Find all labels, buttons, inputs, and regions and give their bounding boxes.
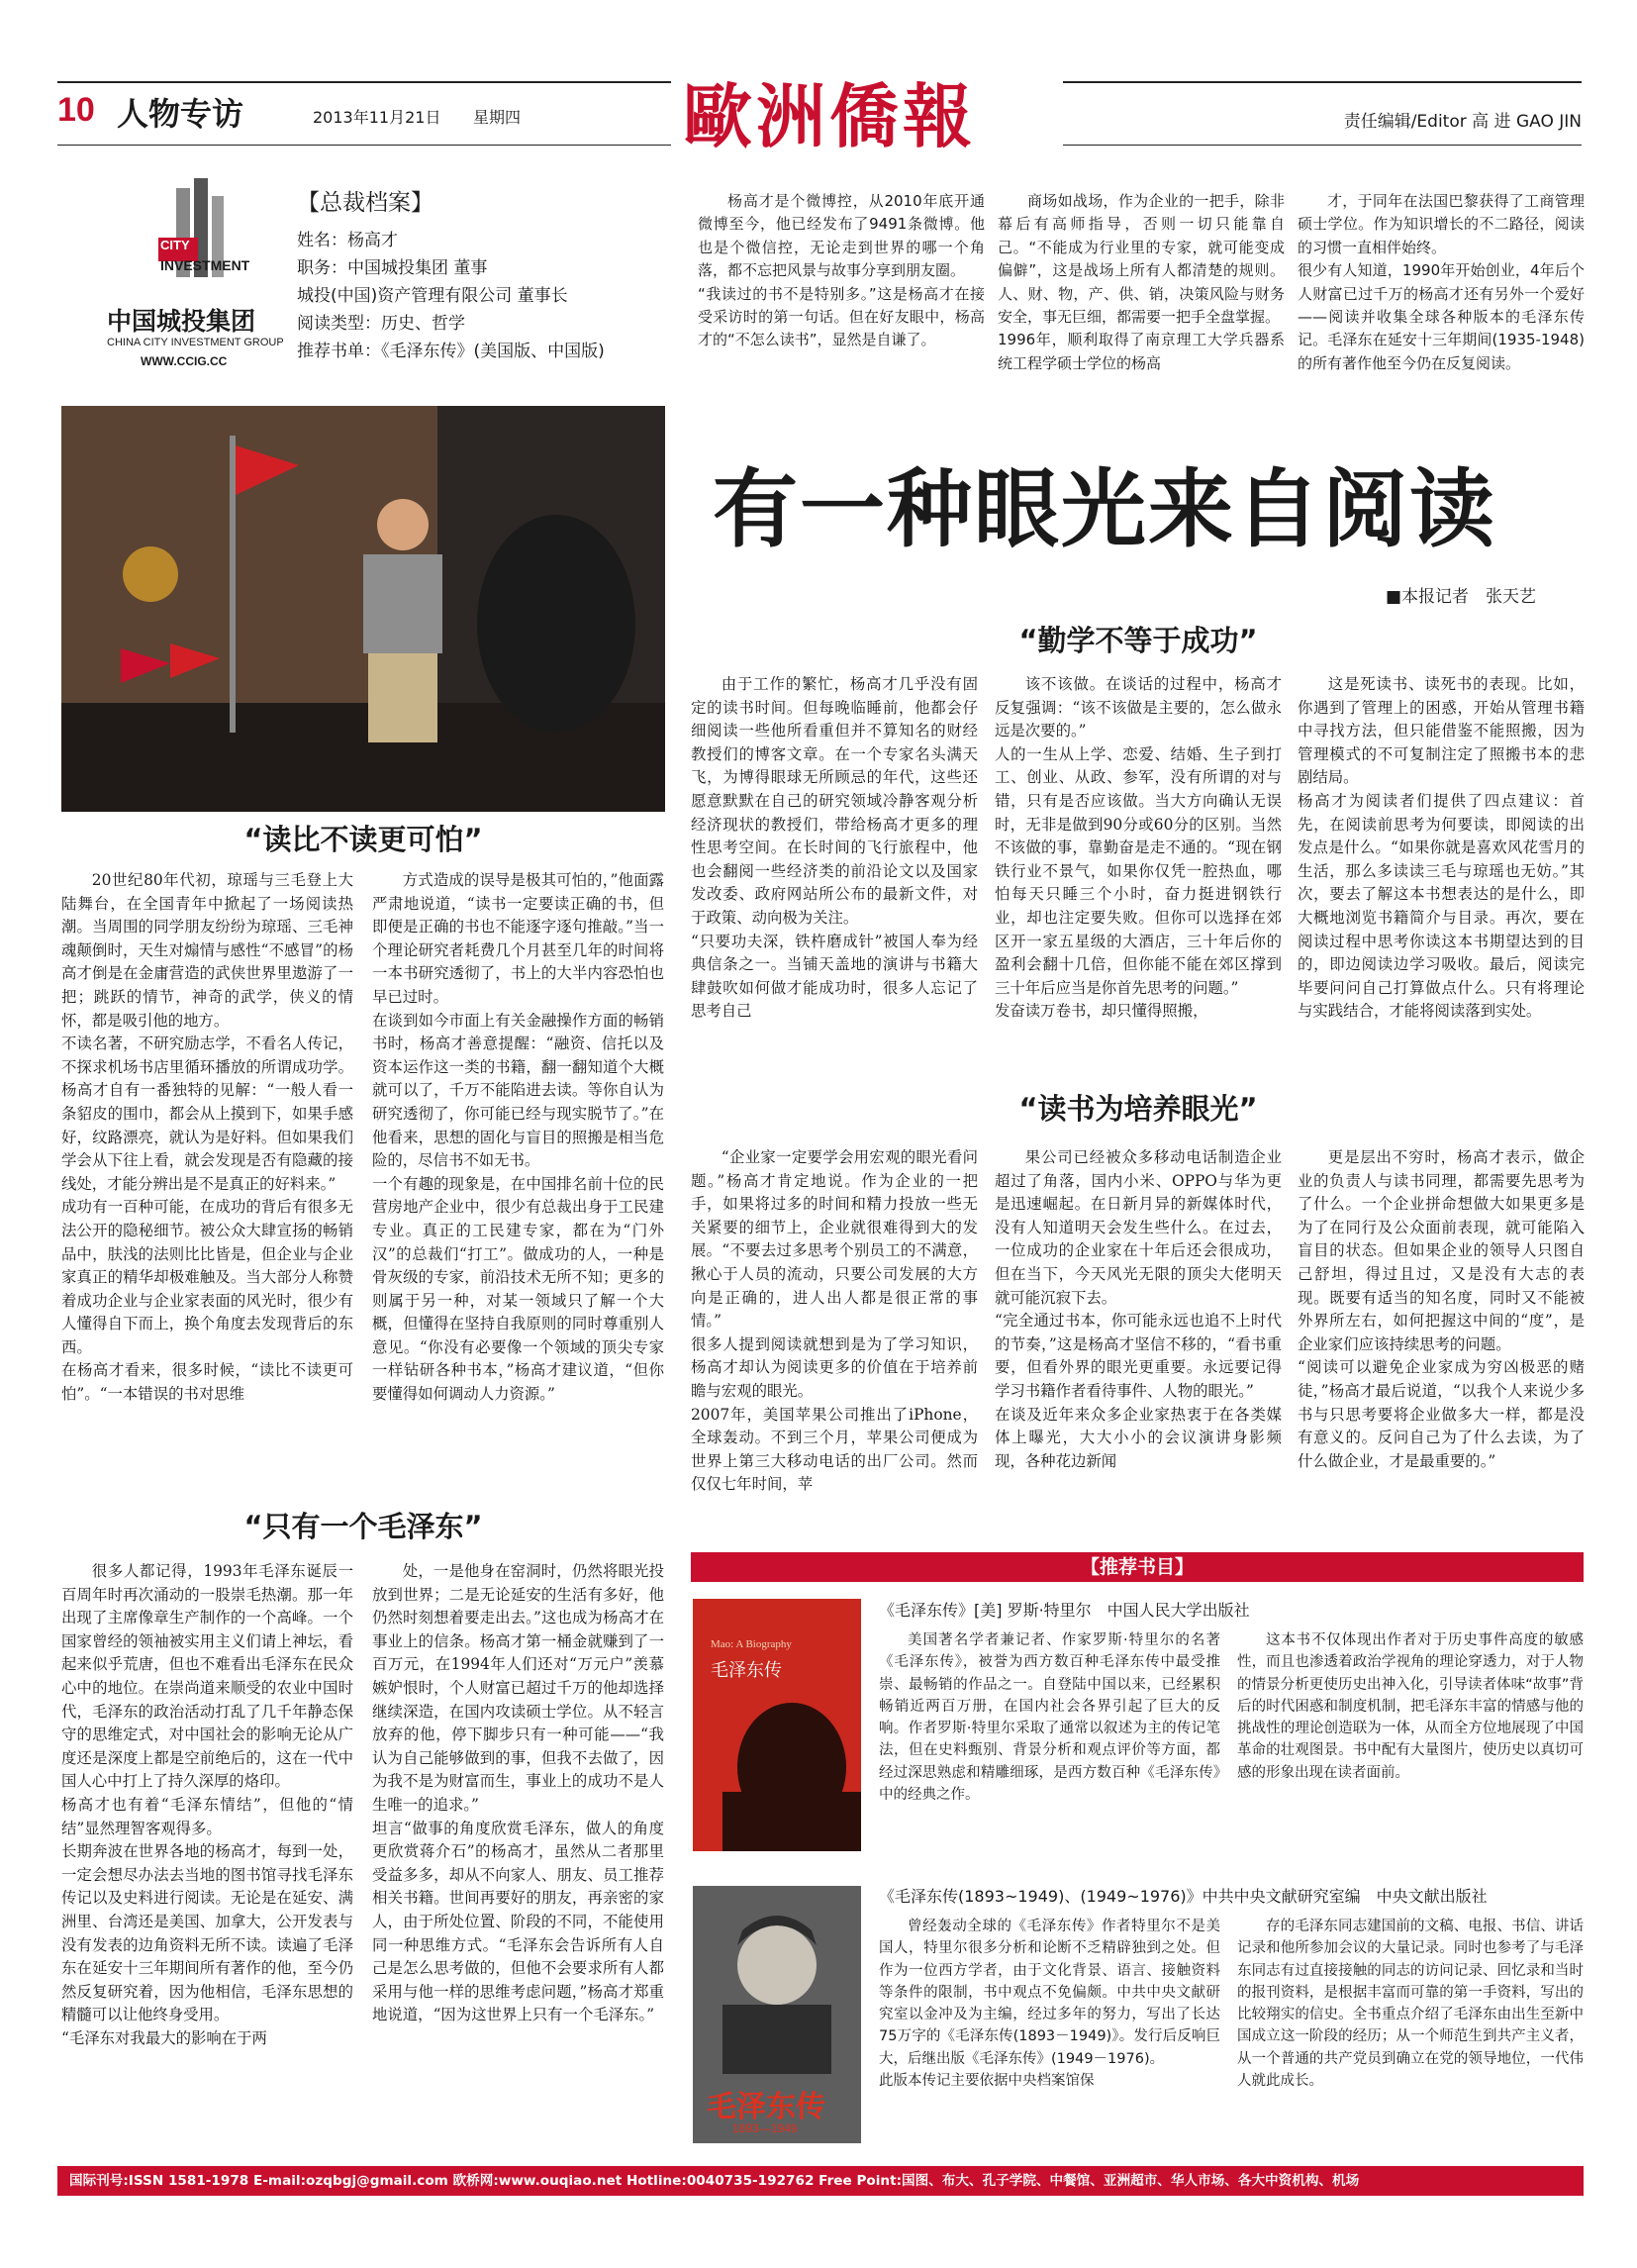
header — [57, 67, 1582, 157]
s2-column-2: 处，一是他身在窑洞时，仍然将眼光投放到世界；二是无论延安的生活有多好，他仍然时刻想着要走出去。”这也成为杨高才在事业上的信条。杨高才第一桶金就赚到了一百万元，在1994年人们还对“万元户”羡慕嫉妒恨时，个人财富已超过千万的他却选择继续深造，在国内攻读硕士学位。从不轻言放弃的他，停下脚步只有一种可能——“我认为自己能够做到的事，但我不去做了，因为我不是为财富而生，事业上的成功不是人生唯一的追求。” 坦言“做事的角度欣赏毛泽东，做人的角度更欣赏蒋介石”的杨高才，虽然从二者那里受益多多，却从不向家人、朋友、员工推荐相关书籍。世间再要好的朋友，再亲密的家人，由于所处位置、阶段的不同，不能使用同一种思维方式。“毛泽东会告诉所有人自己是怎么思考做的，但他不会要求所有人都采用与他一样的思维考虑问题，”杨高才郑重地说道，“因为这世界上只有一个毛泽东。” — [372, 1562, 664, 2024]
logo-cn-name: 中国城投集团 — [107, 307, 256, 336]
s3-column-1: 由于工作的繁忙，杨高才几乎没有固定的读书时间。但每晚临睡前，他都会仔细阅读一些他所看重但并不算知名的财经教授们的博客文章。在一个专家名头满天飞，为博得眼球无所顾忌的年代，这些还愿意默默在自己的研究领域冷静客观分析经济现状的教授们，带给杨高才更多的理性思考空间。在长时间的飞行旅程中，他也会翻阅一些经济类的前沿论文以及国家发改委、政府网站所公布的最新文件，对于政策、动向极为关注。 “只要功夫深，铁杵磨成针”被国人奉为经典信条之一。当铺天盖地的演讲与书籍大肆鼓吹如何做才能成功时，很多人忘记了思考自己 — [691, 675, 978, 1021]
book1-cover-en: Mao: A Biography — [711, 1638, 792, 1650]
subhead-vision: “读书为培养眼光” — [1018, 1092, 1258, 1126]
subhead-reading-fear: “读比不读更可怕” — [243, 823, 483, 856]
s2-column-1: 很多人都记得，1993年毛泽东诞辰一百周年时再次涌动的一股崇毛热潮。那一年出现了主席像章生产制作的一个高峰。一个国家曾经的领袖被实用主义们请上神坛，看起来似乎荒唐，但也不难看出毛泽东在民众心中的地位。在崇尚道来顺受的农业中国时代，毛泽东的政治活动打乱了几千年静态保守的思维定式，对中国社会的影响无论从广度还是深度上都是空前绝后的，这在一代中国人心中打上了持久深厚的烙印。 杨高才也有着“毛泽东情结”，但他的“情结”显然理智客观得多。 长期奔波在世界各地的杨高才，每到一处，一定会想尽办法去当地的图书馆寻找毛泽东传记以及史料进行阅读。无论是在延安、满洲里、台湾还是美国、加拿大，公开发表与没有发表的边角资料无所不读。读遍了毛泽东在延安十三年期间所有著作的他，至今仍然反复研究着，因为他相信，毛泽东思想的精髓可以让他终身受用。 “毛泽东对我最大的影响在于两 — [61, 1562, 353, 2047]
logo-word-city: CITY — [160, 238, 190, 252]
portrait-photo — [61, 406, 665, 812]
book2-title: 《毛泽东传(1893~1949)、(1949~1976)》中共中央文献研究室编 中央文献出版社 — [879, 1887, 1488, 1906]
book1-title: 《毛泽东传》[美] 罗斯·特里尔 中国人民大学出版社 — [879, 1601, 1250, 1620]
profile-title: 职务：中国城投集团 董事 — [297, 258, 488, 278]
profile-box — [297, 184, 673, 365]
s3-column-3: 这是死读书、读死书的表现。比如，你遇到了管理上的困惑，开始从管理书籍中寻找方法，但只能借鉴不能照搬，因为管理模式的不可复制注定了照搬书本的悲剧结局。 杨高才为阅读者们提供了四点建议：首先，在阅读前思考为何要读，即阅读的出发点是什么。“如果你就是喜欢风花雪月的生活，那么多读读三毛与琼瑶也无妨。”其次，要去了解这本书想表达的是什么，即大概地浏览书籍简介与目录。再次，要在阅读过程中思考你读这本书期望达到的目的，即边阅读边学习吸收。最后，阅读完毕要问问自己打算做点什么。只有将理论与实践结合，才能将阅读落到实处。 — [1298, 675, 1585, 1021]
profile-name: 姓名：杨高才 — [297, 231, 398, 250]
company-logo — [107, 178, 295, 386]
intro-column-3: 才，于同年在法国巴黎获得了工商管理硕士学位。作为知识增长的不二路径，阅读的习惯一直相伴始终。 很少有人知道，1990年开始创业，4年后个人财富已过千万的杨高才还有另外一个爱好——阅读并收集全球各种版本的毛泽东传记。毛泽东在延安十三年期间(1935-1948)的所有著作他至今仍在反复阅读。 — [1298, 192, 1585, 372]
logo-en-name: CHINA CITY INVESTMENT GROUP — [107, 337, 284, 348]
book1-cover — [693, 1599, 861, 1851]
headline: 有一种眼光来自阅读 — [713, 460, 1496, 559]
section-title: 人物专访 — [117, 95, 244, 133]
intro-column-2: 商场如战场，作为企业的一把手，除非幕后有高师指导，否则一切只能靠自己。“不能成为行业里的专家，就可能变成偏僻”，这是战场上所有人都清楚的规则。人、财、物，产、供、销，决策风险与财务安全，事无巨细，都需要一把手全盘掌握。 1996年，顺利取得了南京理工大学兵器系统工程学硕士学位的杨高 — [998, 192, 1285, 372]
subhead-diligence: “勤学不等于成功” — [1018, 624, 1258, 657]
mao-silhouette-icon — [693, 1599, 861, 1851]
logo-url: WWW.CCIG.CC — [141, 354, 228, 368]
profile-title2: 城投(中国)资产管理有限公司 董事长 — [297, 286, 568, 306]
s3-column-2: 该不该做。在谈话的过程中，杨高才反复强调：“该不该做是主要的，怎么做永远是次要的。” 人的一生从上学、恋爱、结婚、生子到打工、创业、从政、参军，没有所谓的对与错，只有是否应该做。当大方向确认无误时，无非是做到90分或60分的区别。当然不该做的事，靠勤奋是走不通的。“现在钢铁行业不景气，如果你仅凭一腔热血，哪怕每天只睡三个小时，奋力挺进钢铁行业，却也注定要失败。但你可以选择在郊区开一家五星级的大酒店，三十年后你的盈利会翻十几倍，但你能不能在郊区撑到三十年后应当是你首先思考的问题。” 发奋读万卷书，却只懂得照搬， — [995, 675, 1282, 1021]
book1-desc-1: 美国著名学者兼记者、作家罗斯·特里尔的名著《毛泽东传》，被誉为西方数百种毛泽东传中最受推崇、最畅销的作品之一。自登陆中国以来，已经累积畅销近两百万册，在国内社会各界引起了巨大的反响。作者罗斯·特里尔采取了通常以叙述为主的传记笔法，但在史料甄别、背景分析和观点评价等方面，都经过深思熟虑和精雕细琢，是西方数百种《毛泽东传》中的经典之作。 — [879, 1632, 1220, 1804]
page-number: 10 — [57, 91, 95, 129]
intro-column-1: 杨高才是个微博控，从2010年底开通微博至今，他已经发布了9491条微博。他也是个微信控，无论走到世界的哪一个角落，都不忘把风景与故事分享到朋友圈。 “我读过的书不是特别多。”这是杨高才在接受采访时的第一句话。但在好友眼中，杨高才的“不怎么读书”，显然是自谦了。 — [698, 192, 985, 349]
recommend-bar — [691, 1552, 1584, 1582]
s4-column-3: 更是层出不穷时，杨高才表示，做企业的负责人与读书同理，都需要先思考为了什么。一个企业拼命想做大如果更多是为了在同行及公众面前表现，就可能陷入盲目的状态。但如果企业的领导人只图自己舒坦，得过且过，又是没有大志的表现。既要有适当的知名度，同时又不能被外界所左右，如何把握这中间的“度”，是企业家们应该持续思考的问题。 “阅读可以避免企业家成为穷凶极恶的赌徒，”杨高才最后说道，“以我个人来说少多书与只思考要将企业做多大一样，都是没有意义的。反问自己为了什么去读，为了什么做企业，才是最重要的。” — [1298, 1148, 1585, 1470]
book2-cover-cn: 毛泽东传 — [707, 2090, 825, 2124]
s1-column-1: 20世纪80年代初，琼瑶与三毛登上大陆舞台，在全国青年中掀起了一场阅读热潮。当周围的同学朋友纷纷为琼瑶、三毛神魂颠倒时，天生对煽情与感性“不感冒”的杨高才倒是在金庸营造的武侠世界里遨游了一把；跳跃的情节，神奇的武学，侠义的情怀，都是吸引他的地方。 不读名著，不研究励志学，不看名人传记，不探求机场书店里循环播放的所谓成功学。杨高才自有一番独特的见解：“一般人看一条貂皮的围巾，都会从上摸到下，如果手感好，纹路漂亮，就认为是好料。但如果我们学会从下往上看，就会发现是否有隐藏的接线处，才能分辨出是不是真正的好料来。” 成功有一百种可能，在成功的背后有很多无法公开的隐秘细节。被公众大肆宣扬的畅销品中，肤浅的法则比比皆是，但企业与企业家真正的精华却极难触及。当大部分人称赞着成功企业与企业家表面的风光时，很少有人懂得自下而上，换个角度去发现背后的东西。 在杨高才看来，很多时候，“读比不读更可怕”。“一本错误的书对思维 — [61, 871, 353, 1404]
s1-column-2: 方式造成的误导是极其可怕的，”他面露严肃地说道，“读书一定要读正确的书，但即便是正确的书也不能逐字逐句推敲。”当一个理论研究者耗费几个月甚至几年的时间将一本书研究透彻了，书上的大半内容恐怕也早已过时。 在谈到如今市面上有关金融操作方面的畅销书时，杨高才善意提醒：“融资、信托以及资本运作这一类的书籍，翻一翻知道个大概就可以了，千万不能陷进去读。等你自认为研究透彻了，你可能已经与现实脱节了。”在他看来，思想的固化与盲目的照搬是相当危险的，尽信书不如无书。 一个有趣的现象是，在中国排名前十位的民营房地产企业中，很少有总裁出身于工民建专业。真正的工民建专家，都在为“门外汉”的总裁们“打工”。做成功的人，一种是骨灰级的专家，前沿技术无所不知；更多的则属于另一种，对某一领域只了解一个大概，但懂得在坚持自我原则的同时尊重别人意见。“你没有必要像一个领域的顶尖专家一样钻研各种书本，”杨高才建议道，“但你要懂得如何调动人力资源。” — [372, 871, 664, 1404]
profile-reading-type: 阅读类型：历史、哲学 — [297, 314, 465, 334]
profile-books: 推荐书单：《毛泽东传》(美国版、中国版) — [297, 342, 605, 361]
book2-cover — [693, 1886, 861, 2143]
city-investment-logo-icon — [107, 178, 295, 297]
book2-cover-years: 1893—1949 — [732, 2121, 798, 2135]
book1-desc-2: 这本书不仅体现出作者对于历史事件高度的敏感性，而且也渗透着政治学视角的理论穿透力，对于人物的情景分析更使历史出神入化，引导读者体味“故事”背后的时代困惑和制度机制，把毛泽东丰富的情感与他的挑战性的理论创造联为一体，从而全方位地展现了中国革命的壮观图景。书中配有大量图片，使历史以真切可感的形象出现在读者面前。 — [1237, 1632, 1584, 1781]
s4-column-1: “企业家一定要学会用宏观的眼光看问题。”杨高才肯定地说。作为企业的一把手，如果将过多的时间和精力投放一些无关紧要的细节上，企业就很难得到大的发展。“不要去过多思考个别员工的不满意，揪心于人员的流动，只要公司发展的大方向是正确的，进人出人都是很正常的事情。” 很多人提到阅读就想到是为了学习知识，杨高才却认为阅读更多的价值在于培养前瞻与宏观的眼光。 2007年，美国苹果公司推出了iPhone，全球轰动。不到三个月，苹果公司便成为世界上第三大移动电话的出厂公司。然而仅仅七年时间，苹 — [691, 1148, 978, 1494]
profile-box-title: 【总裁档案】 — [297, 190, 433, 216]
subhead-only-one-mao: “只有一个毛泽东” — [243, 1510, 483, 1543]
book1-cover-cn: 毛泽东传 — [711, 1660, 782, 1681]
book2-desc-1: 曾经轰动全球的《毛泽东传》作者特里尔不是美国人，特里尔很多分析和论断不乏精辟独到之处。但作为一位西方学者，由于文化背景、语言、接触资料等条件的限制，书中观点不免偏颇。中共中央文献研究室以金冲及为主编，经过多年的努力，写出了长达75万字的《毛泽东传(1893－1949)》。发行后反响巨大，后继出版《毛泽东传》(1949－1976)。 此版本传记主要依据中央档案馆保 — [879, 1919, 1220, 2090]
footer-text: 国际刊号:ISSN 1581-1978 E-mail:ozqbgj@gmail.com 欧桥网:www.ouqiao.net Hotline:0040735-192762 Free Point:国图、布大、孔子学院、中餐馆、亚洲超市、华人市场、各大中资机构、机场 — [69, 2173, 1360, 2189]
masthead-logo: 歐洲僑報 — [683, 75, 976, 157]
book2-desc-2: 存的毛泽东同志建国前的文稿、电报、书信、讲话记录和他所参加会议的大量记录。同时也参考了与毛泽东同志有过直接接触的同志的访问记录、回忆录和当时的报刊资料，是根据丰富而可靠的第一手资料，写出的比较翔实的信史。全书重点介绍了毛泽东由出生至新中国成立这一阶段的经历；从一个师范生到共产主义者，从一个普通的共产党员到确立在党的领导地位，一代伟人就此成长。 — [1237, 1919, 1584, 2090]
logo-word-investment: INVESTMENT — [160, 257, 250, 273]
footer-bar — [57, 2166, 1584, 2196]
s4-column-2: 果公司已经被众多移动电话制造企业超过了角落，国内小米、OPPO与华为更是迅速崛起。在日新月异的新媒体时代，没有人知道明天会发生些什么。在过去，一位成功的企业家在十年后还会很成功，但在当下，今天风光无限的顶尖大佬明天就可能沉寂下去。 “完全通过书本，你可能永远也追不上时代的节奏，”这是杨高才坚信不移的，“看书重要，但看外界的眼光更重要。永远要记得学习书籍作者看待事件、人物的眼光。” 在谈及近年来众多企业家热衷于在各类媒体上曝光，大大小小的会议演讲身影频现，各种花边新闻 — [995, 1148, 1282, 1470]
byline: ■本报记者 张天艺 — [1386, 587, 1537, 607]
issue-date: 2013年11月21日 — [313, 108, 441, 127]
weekday: 星期四 — [473, 108, 522, 127]
recommend-bar-title: 【推荐书目】 — [1080, 1556, 1194, 1578]
editor-credit: 责任编辑/Editor 高 进 GAO JIN — [1343, 112, 1582, 132]
